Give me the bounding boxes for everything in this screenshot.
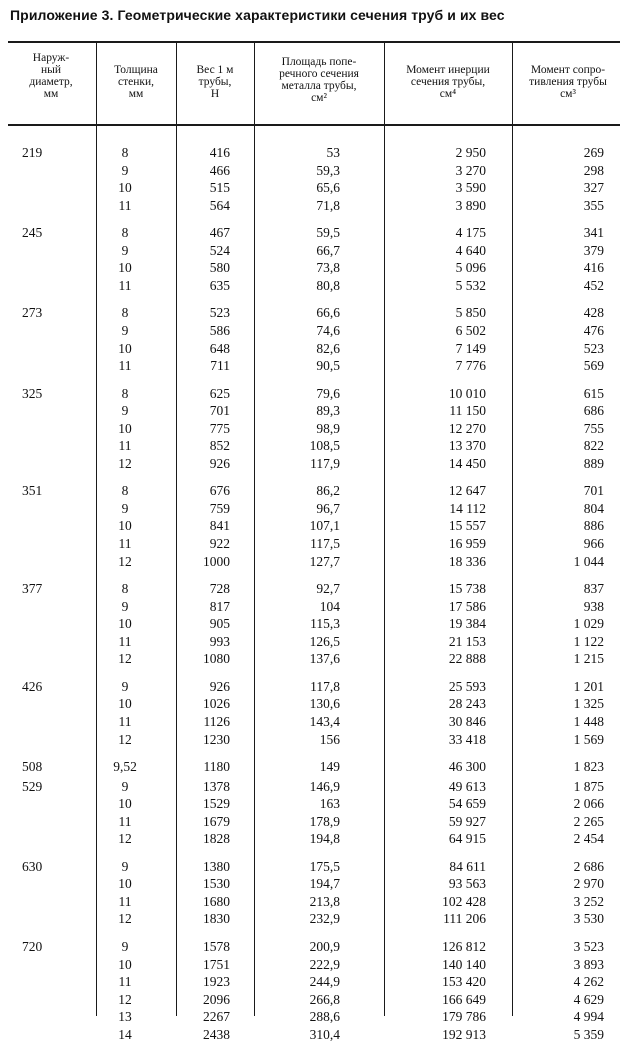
weight-cell: 993 <box>209 633 230 649</box>
moment-inertia-cell: 5 850 <box>455 305 486 321</box>
wall-thickness-cell: 11 <box>118 893 132 909</box>
weight-cell: 711 <box>210 358 230 374</box>
moment-inertia-cell: 3 590 <box>455 180 486 196</box>
table-top-rule <box>8 41 620 43</box>
diameter-cell: 325 <box>22 385 43 401</box>
area-cell: 126,5 <box>309 633 340 649</box>
moment-inertia-cell: 15 557 <box>448 518 486 534</box>
diameter-cell: 377 <box>22 581 43 597</box>
section-modulus-cell: 4 629 <box>573 991 604 1007</box>
wall-thickness-cell: 9 <box>121 778 129 794</box>
area-cell: 98,9 <box>316 420 340 436</box>
moment-inertia-cell: 12 647 <box>448 483 486 499</box>
weight-cell: 466 <box>209 162 230 178</box>
area-cell: 73,8 <box>316 260 340 276</box>
weight-cell: 1751 <box>203 956 230 972</box>
wall-thickness-cell: 10 <box>118 420 132 436</box>
section-modulus-cell: 1 201 <box>573 678 604 694</box>
section-modulus-cell: 1 823 <box>573 759 604 775</box>
section-modulus-cell: 837 <box>583 581 604 597</box>
section-modulus-cell: 5 359 <box>573 1026 604 1042</box>
weight-cell: 1679 <box>203 813 230 829</box>
area-cell: 104 <box>319 598 340 614</box>
weight-cell: 1530 <box>203 876 230 892</box>
moment-inertia-cell: 7 776 <box>455 358 486 374</box>
moment-inertia-cell: 17 586 <box>448 598 486 614</box>
area-cell: 71,8 <box>316 197 340 213</box>
diameter-cell: 426 <box>22 678 43 694</box>
moment-inertia-cell: 33 418 <box>448 731 486 747</box>
moment-inertia-cell: 3 270 <box>455 162 486 178</box>
moment-inertia-cell: 102 428 <box>442 893 486 909</box>
wall-thickness-cell: 9,52 <box>113 759 137 775</box>
column-divider <box>254 42 255 1016</box>
header-cross-section-area: Площадь попе- речного сечения металла трубы, см² <box>279 56 359 104</box>
moment-inertia-cell: 49 613 <box>448 778 486 794</box>
section-modulus-cell: 804 <box>583 500 604 516</box>
moment-inertia-cell: 14 450 <box>448 455 486 471</box>
moment-inertia-cell: 21 153 <box>448 633 486 649</box>
area-cell: 86,2 <box>316 483 340 499</box>
moment-inertia-cell: 153 420 <box>442 974 486 990</box>
weight-cell: 922 <box>209 536 230 551</box>
weight-cell: 1830 <box>203 911 230 927</box>
area-cell: 82,6 <box>316 340 340 356</box>
area-cell: 156 <box>319 731 340 747</box>
moment-inertia-cell: 3 890 <box>455 197 486 213</box>
section-modulus-cell: 1 029 <box>573 616 604 632</box>
column-divider <box>384 42 385 1016</box>
column-divider <box>512 42 513 1016</box>
diameter-cell: 351 <box>22 483 43 499</box>
wall-thickness-cell: 9 <box>121 403 129 419</box>
wall-thickness-cell: 10 <box>118 956 132 972</box>
wall-thickness-cell: 8 <box>121 483 129 499</box>
area-cell: 163 <box>319 796 340 812</box>
wall-thickness-cell: 8 <box>121 305 129 321</box>
diameter-cell: 630 <box>22 858 43 874</box>
page-title: Приложение 3. Геометрические характеристики сечения труб и их вес <box>10 7 505 23</box>
moment-inertia-cell: 4 640 <box>455 242 486 258</box>
wall-thickness-cell: 11 <box>118 633 132 649</box>
area-cell: 194,8 <box>309 831 340 847</box>
weight-cell: 524 <box>209 242 230 258</box>
moment-inertia-cell: 18 336 <box>448 553 486 569</box>
weight-cell: 1080 <box>203 651 230 667</box>
moment-inertia-cell: 22 888 <box>448 651 486 667</box>
area-cell: 175,5 <box>309 858 340 874</box>
moment-inertia-cell: 7 149 <box>455 340 486 356</box>
section-modulus-cell: 3 252 <box>573 893 604 909</box>
weight-cell: 817 <box>209 598 230 614</box>
header-outer-diameter: Наруж- ный диаметр, мм <box>29 52 73 100</box>
section-modulus-cell: 2 454 <box>573 831 604 847</box>
area-cell: 80,8 <box>316 277 340 293</box>
weight-cell: 2267 <box>203 1009 230 1025</box>
section-modulus-cell: 416 <box>583 260 604 276</box>
weight-cell: 1578 <box>203 939 230 954</box>
wall-thickness-cell: 11 <box>118 277 132 293</box>
moment-inertia-cell: 19 384 <box>448 616 486 632</box>
weight-cell: 1380 <box>203 858 230 874</box>
section-modulus-cell: 1 325 <box>573 696 604 712</box>
wall-thickness-cell: 11 <box>118 536 132 551</box>
area-cell: 115,3 <box>310 616 340 632</box>
wall-thickness-cell: 11 <box>118 813 132 829</box>
area-cell: 213,8 <box>309 893 340 909</box>
weight-cell: 852 <box>209 438 230 454</box>
diameter-cell: 273 <box>22 305 43 321</box>
wall-thickness-cell: 13 <box>118 1009 132 1025</box>
area-cell: 74,6 <box>316 322 340 338</box>
wall-thickness-cell: 9 <box>121 242 129 258</box>
area-cell: 200,9 <box>309 939 340 954</box>
diameter-cell: 219 <box>22 145 43 160</box>
area-cell: 89,3 <box>316 403 340 419</box>
wall-thickness-cell: 9 <box>121 500 129 516</box>
moment-inertia-cell: 179 786 <box>442 1009 486 1025</box>
area-cell: 310,4 <box>309 1026 340 1042</box>
section-modulus-cell: 686 <box>583 403 604 419</box>
weight-cell: 1180 <box>203 759 230 775</box>
weight-cell: 2096 <box>203 991 230 1007</box>
diameter-cell: 529 <box>22 778 43 794</box>
moment-inertia-cell: 192 913 <box>442 1026 486 1042</box>
moment-inertia-cell: 111 206 <box>443 911 486 927</box>
weight-cell: 926 <box>209 455 230 471</box>
wall-thickness-cell: 10 <box>118 340 132 356</box>
wall-thickness-cell: 10 <box>118 876 132 892</box>
wall-thickness-cell: 12 <box>118 911 132 927</box>
moment-inertia-cell: 93 563 <box>448 876 486 892</box>
wall-thickness-cell: 10 <box>118 260 132 276</box>
moment-inertia-cell: 11 150 <box>449 403 486 419</box>
section-modulus-cell: 938 <box>583 598 604 614</box>
weight-cell: 701 <box>209 403 230 419</box>
area-cell: 127,7 <box>309 553 340 569</box>
moment-inertia-cell: 15 738 <box>448 581 486 597</box>
wall-thickness-cell: 9 <box>121 322 129 338</box>
wall-thickness-cell: 10 <box>118 796 132 812</box>
section-modulus-cell: 4 262 <box>573 974 604 990</box>
wall-thickness-cell: 11 <box>118 358 132 374</box>
wall-thickness-cell: 10 <box>118 518 132 534</box>
section-modulus-cell: 355 <box>583 197 604 213</box>
weight-cell: 2438 <box>203 1026 230 1042</box>
section-modulus-cell: 428 <box>583 305 604 321</box>
moment-inertia-cell: 28 243 <box>448 696 486 712</box>
moment-inertia-cell: 2 950 <box>455 145 486 160</box>
wall-thickness-cell: 9 <box>121 162 129 178</box>
section-modulus-cell: 886 <box>583 518 604 534</box>
section-modulus-cell: 822 <box>583 438 604 454</box>
section-modulus-cell: 1 875 <box>573 778 604 794</box>
moment-inertia-cell: 46 300 <box>448 759 486 775</box>
section-modulus-cell: 1 569 <box>573 731 604 747</box>
header-wall-thickness: Толщина стенки, мм <box>114 64 158 100</box>
column-divider <box>96 42 97 1016</box>
diameter-cell: 720 <box>22 939 43 954</box>
moment-inertia-cell: 14 112 <box>449 500 486 516</box>
weight-cell: 648 <box>209 340 230 356</box>
area-cell: 222,9 <box>309 956 340 972</box>
wall-thickness-cell: 8 <box>121 581 129 597</box>
diameter-cell: 245 <box>22 225 43 241</box>
wall-thickness-cell: 11 <box>118 197 132 213</box>
wall-thickness-cell: 12 <box>118 731 132 747</box>
section-modulus-cell: 4 994 <box>573 1009 604 1025</box>
wall-thickness-cell: 9 <box>121 858 129 874</box>
wall-thickness-cell: 8 <box>121 145 129 160</box>
section-modulus-cell: 3 530 <box>573 911 604 927</box>
section-modulus-cell: 615 <box>583 385 604 401</box>
wall-thickness-cell: 12 <box>118 455 132 471</box>
moment-inertia-cell: 13 370 <box>448 438 486 454</box>
moment-inertia-cell: 25 593 <box>448 678 486 694</box>
section-modulus-cell: 2 686 <box>573 858 604 874</box>
area-cell: 117,8 <box>310 678 340 694</box>
weight-cell: 580 <box>209 260 230 276</box>
moment-inertia-cell: 126 812 <box>442 939 486 954</box>
moment-inertia-cell: 59 927 <box>448 813 486 829</box>
weight-cell: 926 <box>209 678 230 694</box>
weight-cell: 1126 <box>203 713 230 729</box>
area-cell: 90,5 <box>316 358 340 374</box>
weight-cell: 905 <box>209 616 230 632</box>
area-cell: 244,9 <box>309 974 340 990</box>
moment-inertia-cell: 4 175 <box>455 225 486 241</box>
weight-cell: 728 <box>209 581 230 597</box>
section-modulus-cell: 755 <box>583 420 604 436</box>
weight-cell: 635 <box>209 277 230 293</box>
area-cell: 66,6 <box>316 305 340 321</box>
wall-thickness-cell: 8 <box>121 225 129 241</box>
weight-cell: 625 <box>209 385 230 401</box>
wall-thickness-cell: 9 <box>121 939 129 954</box>
wall-thickness-cell: 11 <box>118 438 132 454</box>
wall-thickness-cell: 12 <box>118 991 132 1007</box>
weight-cell: 416 <box>209 145 230 160</box>
area-cell: 137,6 <box>309 651 340 667</box>
area-cell: 178,9 <box>309 813 340 829</box>
section-modulus-cell: 341 <box>583 225 604 241</box>
wall-thickness-cell: 14 <box>118 1026 132 1042</box>
section-modulus-cell: 3 523 <box>573 939 604 954</box>
section-modulus-cell: 2 265 <box>573 813 604 829</box>
moment-inertia-cell: 166 649 <box>442 991 486 1007</box>
area-cell: 149 <box>319 759 340 775</box>
section-modulus-cell: 476 <box>583 322 604 338</box>
moment-inertia-cell: 16 959 <box>448 536 486 551</box>
weight-cell: 467 <box>209 225 230 241</box>
moment-inertia-cell: 12 270 <box>448 420 486 436</box>
weight-cell: 1828 <box>203 831 230 847</box>
moment-inertia-cell: 84 611 <box>449 858 486 874</box>
area-cell: 266,8 <box>309 991 340 1007</box>
wall-thickness-cell: 11 <box>118 974 132 990</box>
section-modulus-cell: 701 <box>583 483 604 499</box>
wall-thickness-cell: 10 <box>118 616 132 632</box>
section-modulus-cell: 523 <box>583 340 604 356</box>
section-modulus-cell: 452 <box>583 277 604 293</box>
wall-thickness-cell: 12 <box>118 553 132 569</box>
wall-thickness-cell: 12 <box>118 651 132 667</box>
area-cell: 53 <box>326 145 340 160</box>
wall-thickness-cell: 9 <box>121 678 129 694</box>
area-cell: 107,1 <box>309 518 340 534</box>
area-cell: 79,6 <box>316 385 340 401</box>
area-cell: 65,6 <box>316 180 340 196</box>
moment-inertia-cell: 64 915 <box>448 831 486 847</box>
weight-cell: 586 <box>209 322 230 338</box>
section-modulus-cell: 1 122 <box>573 633 604 649</box>
moment-inertia-cell: 5 532 <box>455 277 486 293</box>
area-cell: 117,5 <box>310 536 340 551</box>
diameter-cell: 508 <box>22 759 43 775</box>
area-cell: 146,9 <box>309 778 340 794</box>
moment-inertia-cell: 30 846 <box>448 713 486 729</box>
weight-cell: 676 <box>209 483 230 499</box>
header-weight: Вес 1 м трубы, Н <box>196 64 234 100</box>
header-bottom-rule <box>8 124 620 126</box>
header-section-modulus: Момент сопро- тивления трубы см³ <box>529 64 607 100</box>
moment-inertia-cell: 54 659 <box>448 796 486 812</box>
section-modulus-cell: 1 448 <box>573 713 604 729</box>
section-modulus-cell: 1 044 <box>573 553 604 569</box>
section-modulus-cell: 3 893 <box>573 956 604 972</box>
wall-thickness-cell: 10 <box>118 180 132 196</box>
weight-cell: 841 <box>209 518 230 534</box>
section-modulus-cell: 1 215 <box>573 651 604 667</box>
section-modulus-cell: 889 <box>583 455 604 471</box>
section-modulus-cell: 2 970 <box>573 876 604 892</box>
area-cell: 96,7 <box>316 500 340 516</box>
area-cell: 59,3 <box>316 162 340 178</box>
section-modulus-cell: 269 <box>583 145 604 160</box>
weight-cell: 1000 <box>203 553 230 569</box>
area-cell: 232,9 <box>309 911 340 927</box>
area-cell: 130,6 <box>309 696 340 712</box>
wall-thickness-cell: 11 <box>118 713 132 729</box>
wall-thickness-cell: 8 <box>121 385 129 401</box>
weight-cell: 523 <box>209 305 230 321</box>
section-modulus-cell: 379 <box>583 242 604 258</box>
area-cell: 108,5 <box>309 438 340 454</box>
area-cell: 117,9 <box>310 455 340 471</box>
area-cell: 66,7 <box>316 242 340 258</box>
weight-cell: 1923 <box>203 974 230 990</box>
wall-thickness-cell: 9 <box>121 598 129 614</box>
section-modulus-cell: 327 <box>583 180 604 196</box>
moment-inertia-cell: 10 010 <box>448 385 486 401</box>
wall-thickness-cell: 10 <box>118 696 132 712</box>
weight-cell: 1378 <box>203 778 230 794</box>
weight-cell: 759 <box>209 500 230 516</box>
area-cell: 288,6 <box>309 1009 340 1025</box>
section-modulus-cell: 569 <box>583 358 604 374</box>
area-cell: 92,7 <box>316 581 340 597</box>
moment-inertia-cell: 5 096 <box>455 260 486 276</box>
weight-cell: 1680 <box>203 893 230 909</box>
header-moment-of-inertia: Момент инерции сечения трубы, см⁴ <box>406 64 490 100</box>
area-cell: 59,5 <box>316 225 340 241</box>
area-cell: 143,4 <box>309 713 340 729</box>
section-modulus-cell: 966 <box>583 536 604 551</box>
section-modulus-cell: 298 <box>583 162 604 178</box>
weight-cell: 515 <box>209 180 230 196</box>
weight-cell: 775 <box>209 420 230 436</box>
section-modulus-cell: 2 066 <box>573 796 604 812</box>
moment-inertia-cell: 140 140 <box>442 956 486 972</box>
wall-thickness-cell: 12 <box>118 831 132 847</box>
weight-cell: 1026 <box>203 696 230 712</box>
area-cell: 194,7 <box>309 876 340 892</box>
weight-cell: 1230 <box>203 731 230 747</box>
weight-cell: 564 <box>209 197 230 213</box>
weight-cell: 1529 <box>203 796 230 812</box>
moment-inertia-cell: 6 502 <box>455 322 486 338</box>
